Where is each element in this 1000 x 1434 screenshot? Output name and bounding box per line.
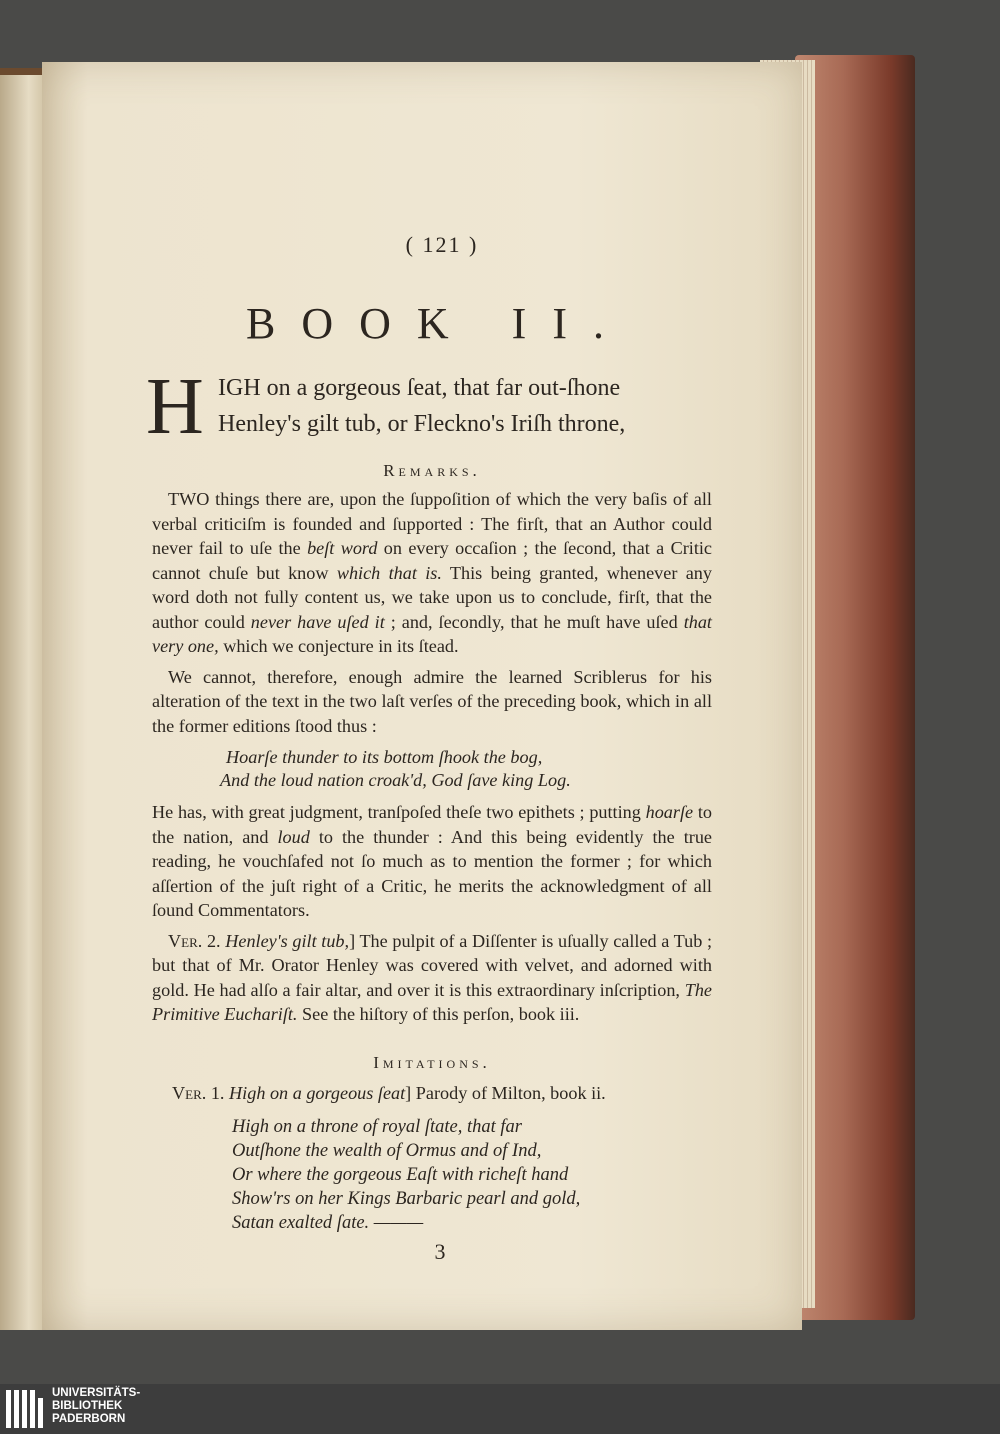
quote-line: Or where the gorgeous Eaſt with richeſt hand (232, 1165, 569, 1185)
page-number: ( 121 ) (405, 232, 479, 257)
remarks-paragraph-4: Ver. 2. Henley's gilt tub,] The pulpit of a Diſſenter is uſually called a Tub ; but that of Mr. Orator Henley was covered with velvet, and adorned with gold. He had alſo a fair altar, and over it is this extraordinary inſcription, The Primitive Euchariſt. See the hiſtory of this perſon, book iii. (152, 930, 713, 1024)
remarks-paragraph-3: He has, with great judgment, tranſpoſed theſe two epithets ; putting hoarſe to the nation, and loud to the thunder : And this being evidently the true reading, he vouchſafed not ſo much as to mention the former ; for which aſſertion of the juſt right of a Critic, he merits the acknowledgment of all ſound Commentators. (152, 802, 712, 920)
remarks-paragraph-2: We cannot, therefore, enough admire the learned Scriblerus for his alteration of the text in the two laſt verſes of the preceding book, which in all the former editions ſtood thus : (152, 666, 712, 736)
library-logo-icon (6, 1390, 46, 1428)
remarks-paragraph-1: TWO things there are, upon the ſuppoſition of which the very baſis of all verbal criticiſm is founded and ſupported : The firſt, that an Author could never fail to uſe the beſt word on every occaſion ; the ſecond, that a Critic cannot chuſe but know which that is. This being granted, whenever any word doth not fully content us, we take upon us to conclude, firſt, that the author could never have uſed it ; and, ſecondly, that he muſt have uſed that very one, which we conjecture in its ſtead. (152, 489, 713, 656)
quote-line: And the loud nation croak'd, God ſave king Log. (220, 770, 571, 790)
quote-line: Hoarſe thunder to its bottom ſhook the bog, (226, 747, 543, 767)
library-logo-text: UNIVERSITÄTS- BIBLIOTHEK PADERBORN (52, 1387, 141, 1425)
imitations-heading: Imitations. (373, 1052, 491, 1072)
remarks-quote (220, 746, 712, 792)
verse-block (146, 363, 712, 451)
library-footer (0, 1384, 1000, 1434)
imitations-quote (232, 1115, 712, 1235)
verse-line-2: Henley's gilt tub, or Fleckno's Iriſh throne, (218, 411, 626, 437)
quote-line: Outſhone the wealth of Ormus and of Ind, (232, 1141, 542, 1161)
signature-mark: 3 (434, 1239, 446, 1264)
quote-line: Satan exalted ſate. ——— (232, 1213, 424, 1233)
left-page (0, 75, 48, 1330)
page-content (146, 232, 713, 1265)
quote-line: Show'rs on her Kings Barbaric pearl and gold, (232, 1189, 581, 1209)
quote-line: High on a throne of royal ſtate, that far (232, 1117, 522, 1137)
drop-cap: H (146, 363, 204, 451)
book-page (42, 62, 802, 1330)
imitations-paragraph: Ver. 1. High on a gorgeous ſeat] Parody of Milton, book ii. (172, 1082, 606, 1103)
remarks-heading: Remarks. (383, 461, 481, 480)
book-heading: BOOK II. (246, 299, 630, 348)
verse-line-1: IGH on a gorgeous ſeat, that far out-ſhone (218, 375, 621, 401)
